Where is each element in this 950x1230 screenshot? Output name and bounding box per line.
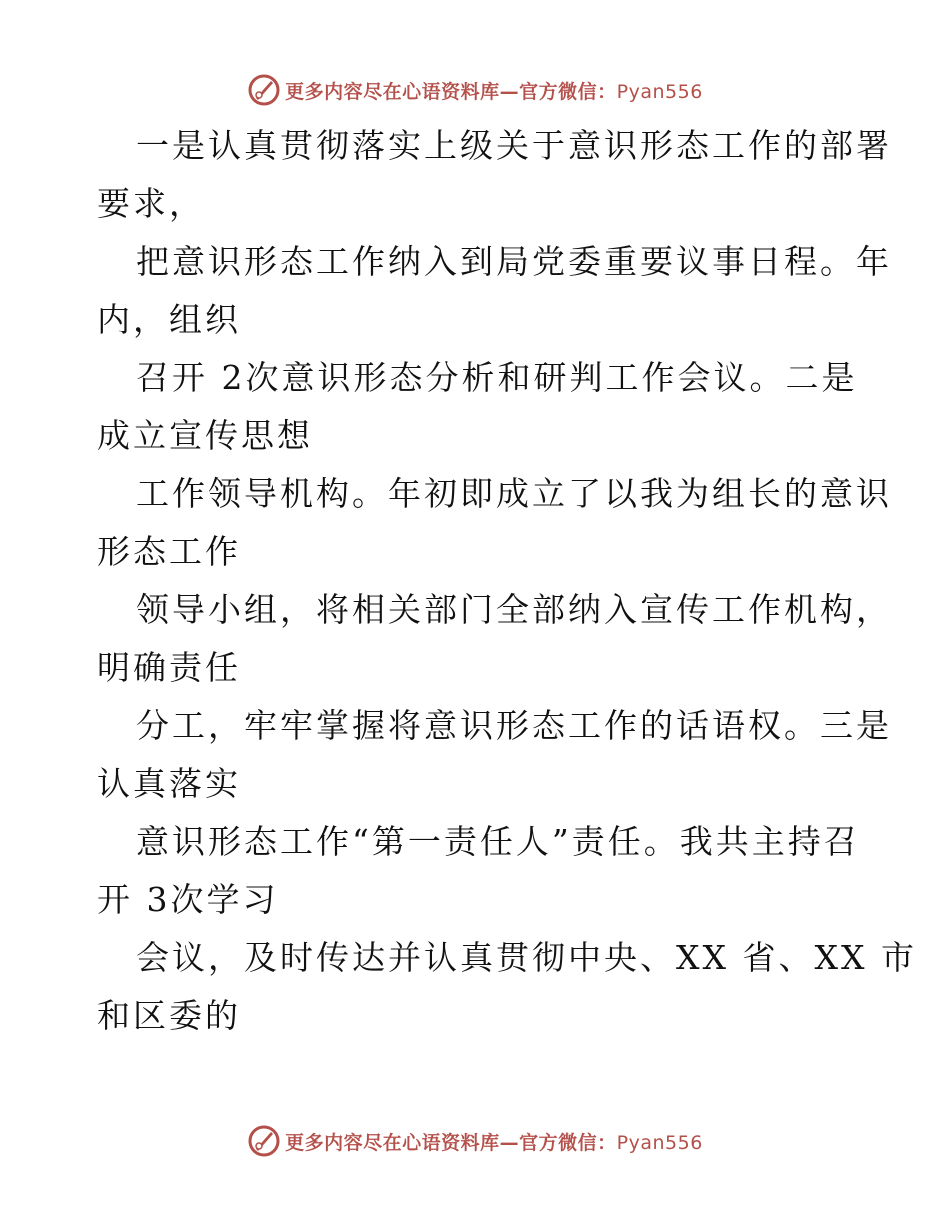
quill-logo-icon [247, 1124, 281, 1158]
body-line: 工作领导机构。年初即成立了以我为组长的意识 [136, 474, 892, 513]
header-watermark [0, 70, 950, 110]
body-line: 一是认真贯彻落实上级关于意识形态工作的部署 [136, 126, 892, 165]
quill-logo-icon [247, 73, 281, 107]
body-line: 会议，及时传达并认真贯彻中央、XX 省、XX 市 [136, 938, 917, 977]
body-line: 开 3次学习 [97, 880, 279, 919]
body-line: 领导小组，将相关部门全部纳入宣传工作机构， [136, 590, 892, 629]
watermark-text: 更多内容尽在心语资料库—官方微信：Pyan556 [285, 1131, 703, 1154]
body-line: 意识形态工作“第一责任人”责任。我共主持召 [136, 822, 860, 861]
body-line: 明确责任 [97, 648, 241, 687]
body-line: 成立宣传思想 [97, 416, 313, 455]
body-line: 召开 2次意识形态分析和研判工作会议。二是 [136, 358, 858, 397]
body-line: 分工，牢牢掌握将意识形态工作的话语权。三是 [136, 706, 892, 745]
footer-watermark [0, 1121, 950, 1161]
body-line: 形态工作 [97, 532, 241, 571]
watermark-text: 更多内容尽在心语资料库—官方微信：Pyan556 [285, 80, 703, 103]
body-line: 把意识形态工作纳入到局党委重要议事日程。年 [136, 242, 892, 281]
body-line: 认真落实 [97, 764, 241, 803]
body-line: 要求， [97, 184, 205, 223]
body-line: 和区委的 [97, 996, 241, 1035]
body-line: 内，组织 [97, 300, 241, 339]
